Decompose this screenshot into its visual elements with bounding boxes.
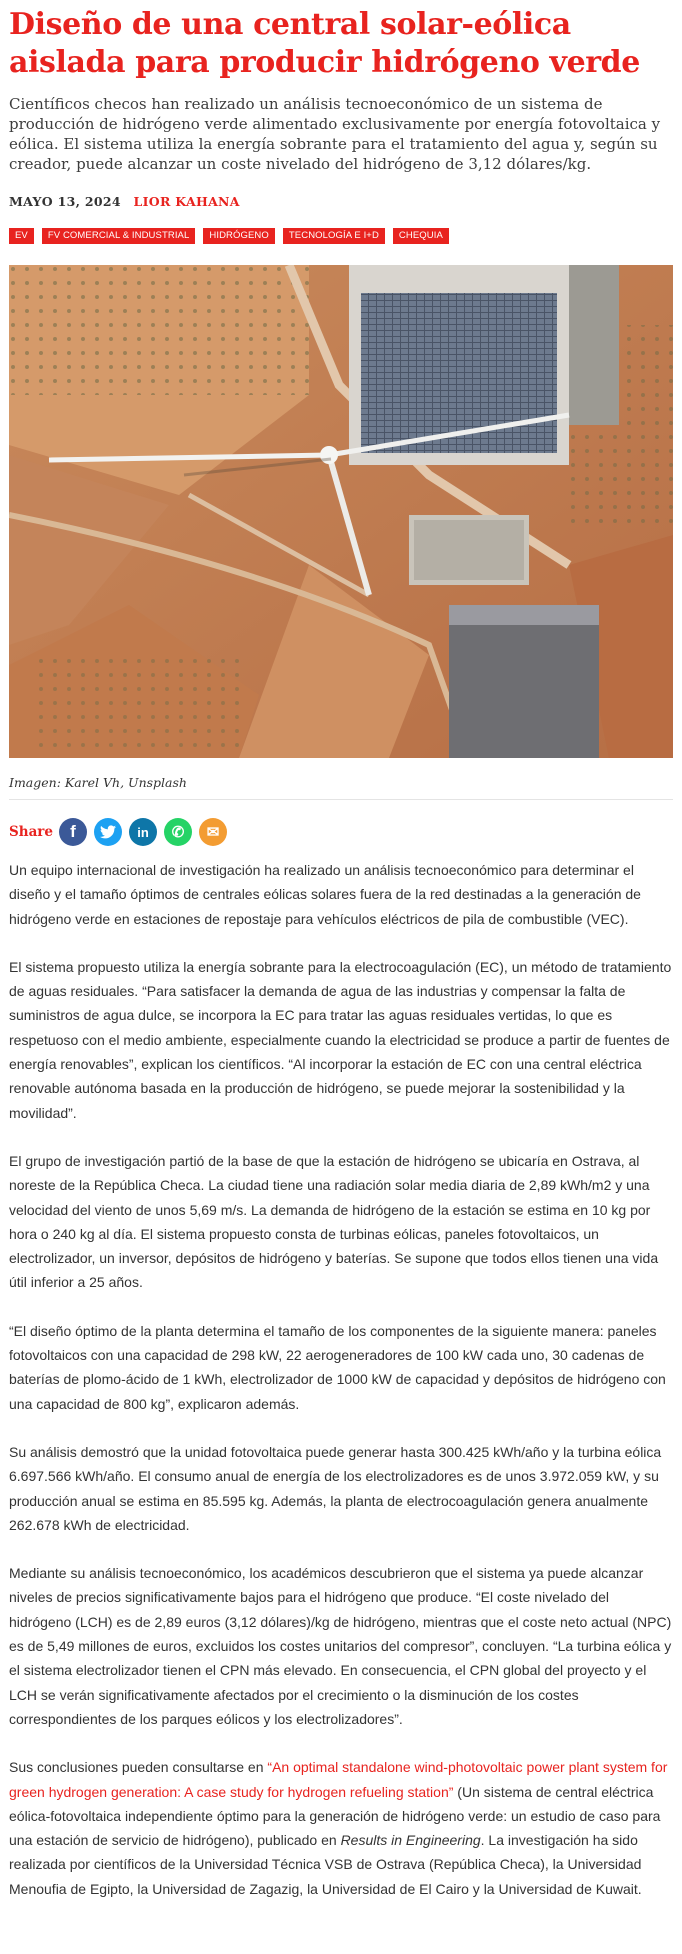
publish-date: MAYO 13, 2024 [9, 194, 121, 209]
tag-list [9, 228, 673, 244]
paragraph: El sistema propuesto utiliza la energía sobrante para la electrocoagulación (EC), un método de tratamiento de aguas residuales. “Para satisfacer la demanda de agua de las industrias y compensar la falta de suministros de agua dulce, se incorpora la EC para tratar las aguas residuales vertidas, lo que es respetuoso con el medio ambiente, especialmente cuando la electricidad se produce a partir de fuentes de energía renovables”, explican los científicos. “Al incorporar la estación de EC con una central eléctrica renovable autónoma basada en la producción de hidrógeno, se puede mejorar la sostenibilidad y la movilidad”. [9, 958, 672, 1121]
linkedin-icon[interactable]: in [129, 818, 157, 846]
tag-hidrogeno[interactable]: HIDRÓGENO [203, 228, 275, 244]
paragraph: “El diseño óptimo de la planta determina el tamaño de los componentes de la siguiente manera: paneles fotovoltaicos con una capacidad de 298 kW, 22 aerogeneradores de 100 kW cada uno, 30 cadenas de baterías de plomo-ácido de 1 kWh, electrolizador de 1000 kW de capacidad y depósitos de hidrógeno con una capacidad de 800 kg”, explicaron además. [9, 1322, 666, 1412]
text: (Un sistema de central eléctrica eólica-fotovoltaica independiente óptimo para la generación de hidrógeno verde: un estudio de caso para una estación de servicio de hidrógeno), publicado en [9, 1783, 661, 1849]
divider [9, 799, 673, 800]
study-link[interactable]: “An optimal standalone wind-photovoltaic power plant system for green hydrogen generation: A case study for hydrogen refueling station” [9, 1759, 668, 1800]
paragraph: Mediante su análisis tecnoeconómico, los académicos descubrieron que el sistema ya puede alcanzar niveles de precios significativamente bajos para el hidrógeno que produce. “El coste nivelado del hidrógeno (LCH) es de 2,89 euros (3,12 dólares)/kg de hidrógeno, mientras que el coste neto actual (NPC) es de 5,49 millones de euros, excluidos los costes unitarios del compresor”, concluyen. “La turbina eólica y el sistema electrolizador tienen el CPN más elevado. En consecuencia, el CPN global del proyecto y el LCH se verán significativamente afectados por el crecimiento o la disminución de los costes correspondientes de los parques eólicos y los electrolizadores”. [9, 1565, 672, 1727]
paragraph: Su análisis demostró que la unidad fotovoltaica puede generar hasta 300.425 kWh/año y la turbina eólica 6.697.566 kWh/año. El consumo anual de energía de los electrolizadores es de unos 3.972.059 kW, y su producción anual se estima en 85.595 kg. Además, la planta de electrocoagulación genera anualmente 262.678 kWh de electricidad. [9, 1443, 662, 1533]
tag-ev[interactable]: EV [9, 228, 34, 244]
facebook-icon[interactable]: f [59, 818, 87, 846]
article-body [9, 858, 673, 1901]
share-bar [9, 818, 673, 846]
article-lead: Científicos checos han realizado un análisis tecnoeconómico de un sistema de producción de hidrógeno verde alimentado exclusivamente por energía fotovoltaica y eólica. El sistema utiliza la energía sobrante para el tratamiento del agua y, según su creador, puede alcanzar un coste nivelado del hidrógeno de 3,12 dólares/kg. [9, 95, 661, 173]
tag-chequia[interactable]: CHEQUIA [393, 228, 449, 244]
paragraph: El grupo de investigación partió de la base de que la estación de hidrógeno se ubicaría en Ostrava, al noreste de la República Checa. La ciudad tiene una radiación solar media diaria de 2,89 kWh/m2 y una velocidad del viento de unos 5,69 m/s. La demanda de hidrógeno de la estación se estima en 10 kg por hora o 240 kg al día. El sistema propuesto consta de turbinas eólicas, paneles fotovoltaicos, un electrolizador, un inversor, depósitos de hidrógeno y baterías. Se supone que todos ellos tienen una vida útil inferior a 25 años. [9, 1152, 659, 1291]
journal-name: Results in Engineering [340, 1832, 481, 1849]
text: Sus conclusiones pueden consultarse en [9, 1759, 268, 1776]
article-meta [9, 194, 673, 209]
twitter-icon[interactable] [94, 818, 122, 846]
article [9, 0, 673, 1925]
image-caption: Imagen: Karel Vh, Unsplash [9, 775, 187, 790]
paragraph: Un equipo internacional de investigación ha realizado un análisis tecnoeconómico para determinar el diseño y el tamaño óptimos de centrales eólicas solares fuera de la red destinadas a la generación de hidrógeno verde en estaciones de repostaje para vehículos eléctricos de pila de combustible (VEC). [9, 862, 641, 927]
email-icon[interactable]: ✉ [199, 818, 227, 846]
tag-fv-comercial[interactable]: FV COMERCIAL & INDUSTRIAL [42, 228, 196, 244]
hero-image [9, 265, 673, 758]
author-link[interactable]: LIOR KAHANA [133, 194, 240, 209]
text: . La investigación ha sido realizada por científicos de la Universidad Técnica VSB de Ostrava (República Checa), la Universidad Menoufia de Egipto, la Universidad de Zagazig, la Universidad de El Cairo y la Universidad de Kuwait. [9, 1832, 642, 1897]
article-title: Diseño de una central solar-eólica aislada para producir hidrógeno verde [9, 7, 640, 80]
whatsapp-icon[interactable]: ✆ [164, 818, 192, 846]
share-label: Share [9, 824, 54, 840]
tag-tecnologia[interactable]: TECNOLOGÍA E I+D [283, 228, 385, 244]
paragraph [9, 1755, 673, 1901]
